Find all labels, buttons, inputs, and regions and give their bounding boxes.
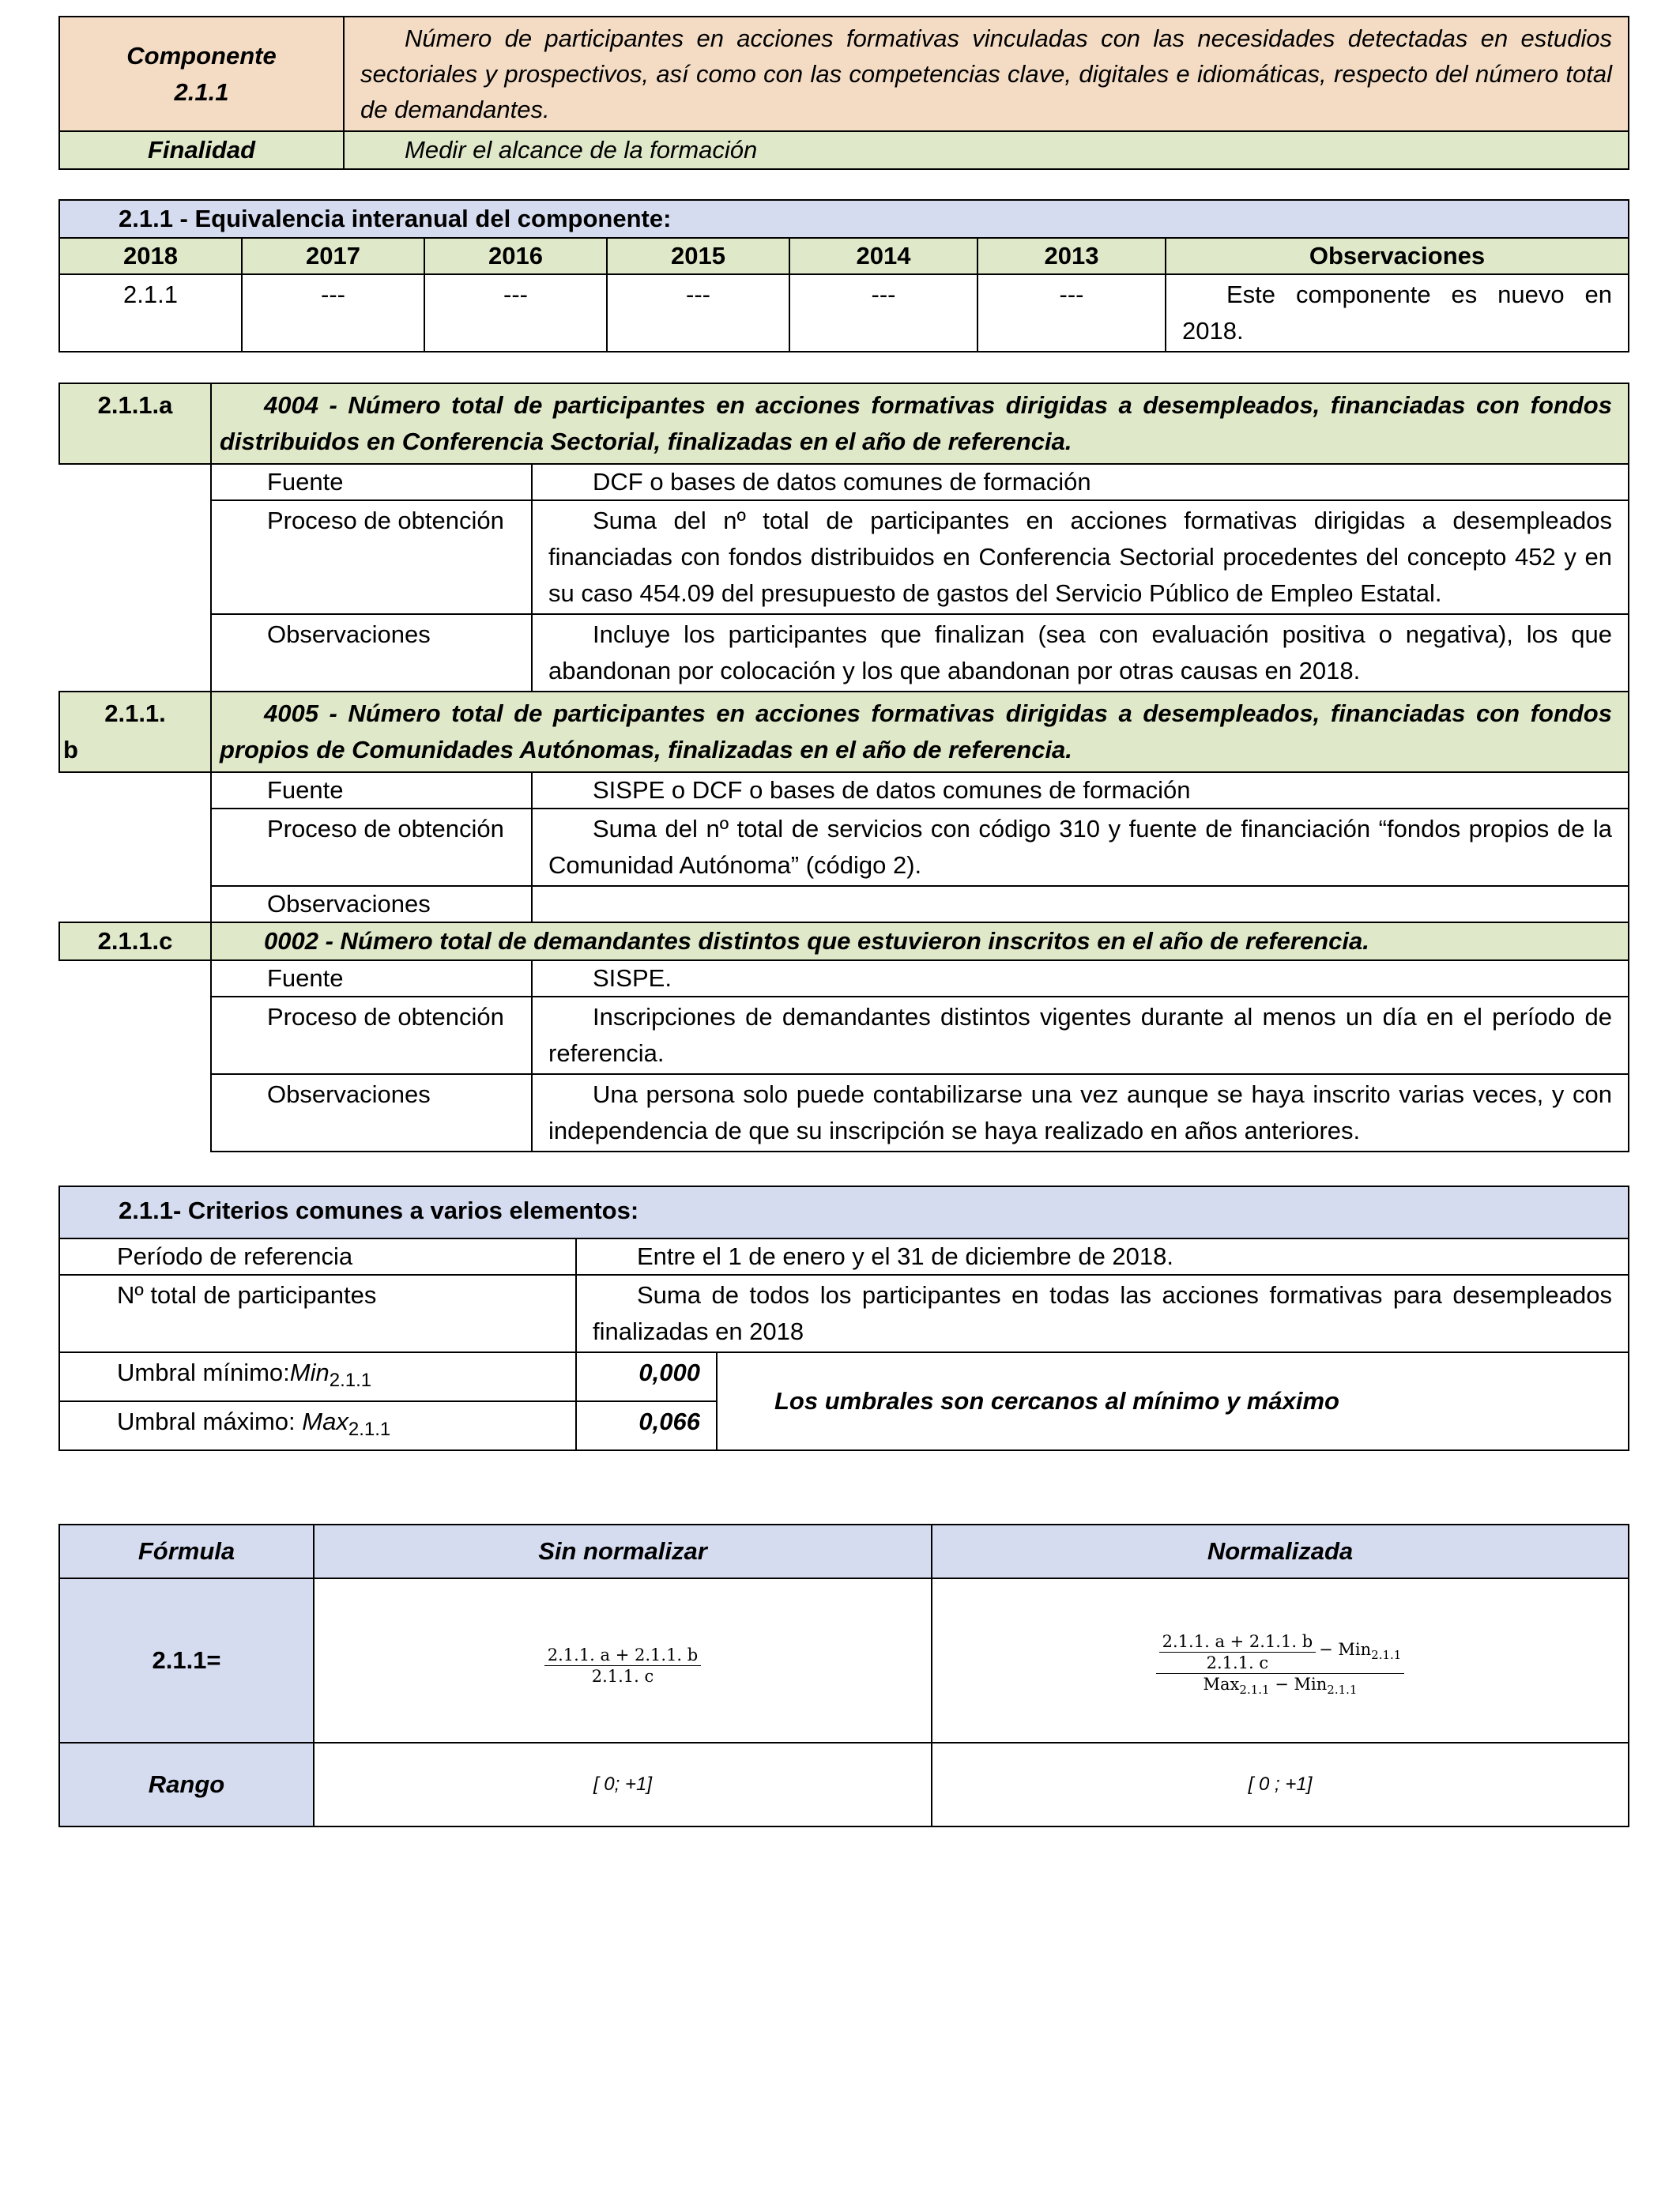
cell: --- (977, 274, 1166, 352)
sin-normalizar-header: Sin normalizar (314, 1525, 932, 1578)
proceso-value: Suma del nº total de servicios con código 310 y fuente de financiación “fondos propios de la Comunidad Autónoma” (código 2). (532, 809, 1629, 886)
proceso-label: Proceso de obtención (211, 500, 532, 614)
fuente-label: Fuente (211, 464, 532, 500)
max-subscript: 2.1.1 (348, 1419, 391, 1441)
obs-value (532, 886, 1629, 922)
umbral-maximo-label (59, 1401, 576, 1450)
sin-normalizar-formula (314, 1578, 932, 1743)
elemento-code-line1: 2.1.1. (104, 699, 166, 727)
obs-label: Observaciones (211, 1074, 532, 1152)
cell: --- (607, 274, 789, 352)
equivalencia-row (59, 274, 1629, 352)
componente-text: Número de participantes en acciones formativas vinculadas con las necesidades detectadas en estudios sectoriales y prospectivos, así como con las competencias clave, digitales e idiomáticas, respecto del número total de demandantes. (344, 17, 1629, 131)
umbral-maximo-text: Umbral máximo: (117, 1408, 303, 1436)
elemento-a-title-row (59, 383, 1629, 464)
cell: --- (789, 274, 977, 352)
normalizada-formula (932, 1578, 1629, 1743)
min-sub: 2.1.1 (1371, 1648, 1402, 1662)
proceso-label: Proceso de obtención (211, 997, 532, 1074)
outer-numerator (1156, 1631, 1405, 1674)
obs-label: Observaciones (211, 614, 532, 692)
fraction-numerator: 2.1.1. a + 2.1.1. b (544, 1645, 701, 1666)
proceso-value: Suma del nº total de participantes en acciones formativas dirigidas a desempleados financiadas con fondos distribuidos en Conferencia Sectorial procedentes del concepto 452 y en su caso 454.09 del presupuesto de gastos del Servicio Público de Empleo Estatal. (532, 500, 1629, 614)
criterios-table (58, 1186, 1629, 1451)
col-header: 2014 (789, 238, 977, 274)
equivalencia-table (58, 199, 1629, 352)
max-symbol: Max (302, 1408, 348, 1436)
minus-min (1319, 1639, 1401, 1665)
inner-fraction (1159, 1631, 1316, 1673)
elemento-code (59, 692, 211, 772)
equivalencia-header-row (59, 238, 1629, 274)
formula-row-label: 2.1.1= (59, 1578, 314, 1743)
min-symbol: Min (289, 1359, 330, 1386)
header-table (58, 16, 1629, 170)
fuente-label: Fuente (211, 772, 532, 809)
obs-value: Incluye los participantes que finalizan (sea con evaluación positiva o negativa), los que abandonan por colocación y los que abandonan por otras causas en 2018. (532, 614, 1629, 692)
proceso-value: Inscripciones de demandantes distintos vigentes durante al menos un día en el período de referencia. (532, 997, 1629, 1074)
normalizada-header: Normalizada (932, 1525, 1629, 1578)
minus-text: − Min (1269, 1674, 1328, 1694)
fuente-value: SISPE o DCF o bases de datos comunes de formación (532, 772, 1629, 809)
periodo-label: Período de referencia (59, 1238, 576, 1275)
formula-header: Fórmula (59, 1525, 314, 1578)
rango-sin-normalizar: [ 0; +1] (314, 1743, 932, 1826)
elementos-table (58, 383, 1629, 1152)
max-text: Max (1203, 1674, 1240, 1694)
elemento-code: 2.1.1.a (59, 383, 211, 464)
max-sub: 2.1.1 (1239, 1683, 1270, 1698)
finalidad-label: Finalidad (59, 131, 344, 169)
inner-numerator: 2.1.1. a + 2.1.1. b (1159, 1631, 1316, 1653)
fuente-value: DCF o bases de datos comunes de formación (532, 464, 1629, 500)
cell: --- (242, 274, 424, 352)
elemento-c-title-row (59, 922, 1629, 960)
minus-min-text: − Min (1319, 1639, 1372, 1659)
obs-label: Observaciones (211, 886, 532, 922)
observaciones-cell: Este componente es nuevo en 2018. (1166, 274, 1629, 352)
formula-table (58, 1524, 1629, 1827)
inner-denominator: 2.1.1. c (1206, 1653, 1269, 1672)
umbral-minimo-value: 0,000 (576, 1352, 717, 1401)
min-subscript: 2.1.1 (329, 1370, 372, 1392)
umbral-minimo-text: Umbral mínimo: (117, 1359, 290, 1386)
fraction-denominator: 2.1.1. c (591, 1667, 654, 1686)
umbral-maximo-value: 0,066 (576, 1401, 717, 1450)
col-header: 2017 (242, 238, 424, 274)
col-header: Observaciones (1166, 238, 1629, 274)
min-sub: 2.1.1 (1327, 1683, 1358, 1698)
equivalencia-title: 2.1.1 - Equivalencia interanual del componente: (59, 200, 1629, 238)
col-header: 2018 (59, 238, 242, 274)
umbral-minimo-label (59, 1352, 576, 1401)
finalidad-text: Medir el alcance de la formación (344, 131, 1629, 169)
elemento-title: 0002 - Número total de demandantes distintos que estuvieron inscritos en el año de referencia. (211, 922, 1629, 960)
outer-denominator (1200, 1674, 1361, 1700)
componente-label: Componente 2.1.1 (59, 17, 344, 131)
fuente-label: Fuente (211, 960, 532, 997)
obs-value: Una persona solo puede contabilizarse una vez aunque se haya inscrito varias veces, y con independencia de que su inscripción se haya realizado en años anteriores. (532, 1074, 1629, 1152)
total-label: Nº total de participantes (59, 1275, 576, 1352)
total-value: Suma de todos los participantes en todas las acciones formativas para desempleados finalizadas en 2018 (576, 1275, 1629, 1352)
outer-fraction (1156, 1631, 1405, 1700)
periodo-value: Entre el 1 de enero y el 31 de diciembre de 2018. (576, 1238, 1629, 1275)
rango-label: Rango (59, 1743, 314, 1826)
elemento-title: 4004 - Número total de participantes en acciones formativas dirigidas a desempleados, financiadas con fondos distribuidos en Conferencia Sectorial, finalizadas en el año de referencia. (211, 383, 1629, 464)
rango-normalizada: [ 0 ; +1] (932, 1743, 1629, 1826)
col-header: 2015 (607, 238, 789, 274)
elemento-code-line2: b (63, 736, 78, 763)
col-header: 2013 (977, 238, 1166, 274)
elemento-title: 4005 - Número total de participantes en acciones formativas dirigidas a desempleados, financiadas con fondos propios de Comunidades Autónomas, finalizadas en el año de referencia. (211, 692, 1629, 772)
proceso-label: Proceso de obtención (211, 809, 532, 886)
cell: 2.1.1 (59, 274, 242, 352)
fraction (544, 1645, 701, 1687)
umbrales-note: Los umbrales son cercanos al mínimo y máximo (717, 1352, 1629, 1450)
fuente-value: SISPE. (532, 960, 1629, 997)
cell: --- (424, 274, 607, 352)
col-header: 2016 (424, 238, 607, 274)
elemento-code: 2.1.1.c (59, 922, 211, 960)
elemento-b-title-row (59, 692, 1629, 772)
criterios-title: 2.1.1- Criterios comunes a varios elementos: (59, 1186, 1629, 1238)
